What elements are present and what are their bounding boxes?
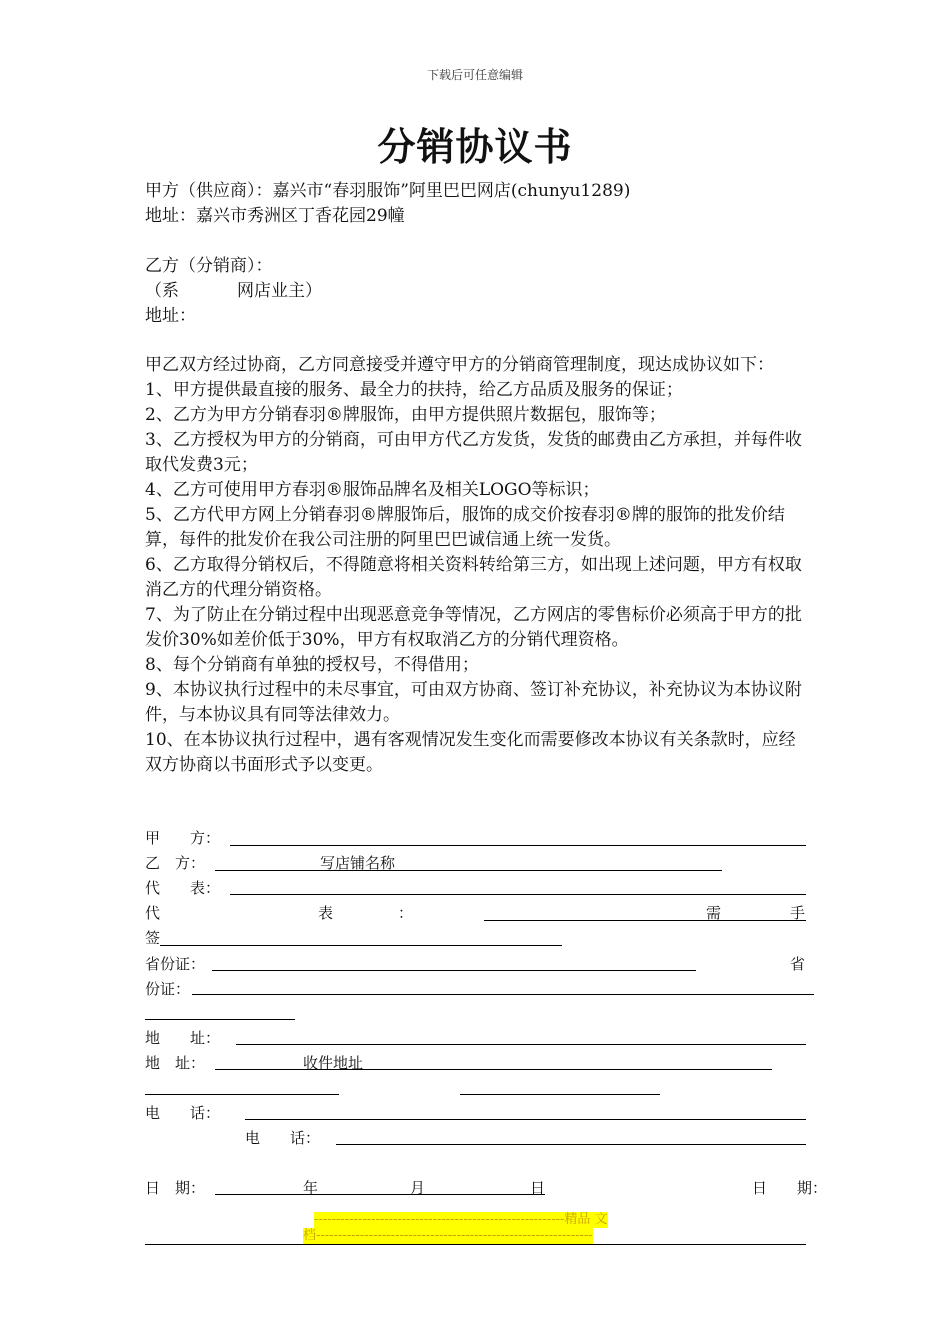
date-day: 日: [530, 1179, 546, 1197]
sig-phone2-line[interactable]: [336, 1144, 806, 1145]
sig-id2-label-a: 省: [790, 955, 806, 973]
sig-id-line[interactable]: [212, 970, 696, 971]
sig-date-label: 日 期：: [145, 1179, 206, 1197]
sig-id2-label-b: 份证：: [145, 980, 191, 998]
sig-rep2-label-a: 代: [145, 904, 161, 922]
clause-intro: 甲乙双方经过协商，乙方同意接受并遵守甲方的分销商管理制度，现达成协议如下：: [145, 355, 774, 375]
clause-item: 10、在本协议执行过程中，遇有客观情况发生变化而需要修改本协议有关条款时，应经双方协商以书面形式予以变更。: [145, 730, 796, 775]
clause-item: 5、乙方代甲方网上分销春羽®牌服饰后，服饰的成交价按春羽®牌的服饰的批发价结算，每件的批发价在我公司注册的阿里巴巴诚信通上统一发货。: [145, 505, 785, 550]
clause-item: 7、为了防止在分销过程中出现恶意竞争等情况，乙方网店的零售标价必须高于甲方的批发价30%如差价低于30%，甲方有权取消乙方的分销代理资格。: [145, 605, 802, 650]
sig-party-a-line[interactable]: [230, 845, 806, 846]
sig-rep2-colon: ：: [398, 904, 414, 922]
footer-rule: [145, 1244, 806, 1245]
sig-addr2-line[interactable]: [215, 1069, 772, 1070]
document-title: 分销协议书: [377, 124, 573, 169]
clause-list: [145, 353, 810, 778]
sig-party-b-line[interactable]: [215, 870, 722, 871]
sig-party-b-label: 乙 方：: [145, 854, 206, 872]
sig-rep2-label-b: 表: [318, 904, 334, 922]
sig-addr-line[interactable]: [236, 1044, 806, 1045]
handsign-hint-b: 手: [790, 904, 806, 922]
party-b-address: 地址：: [145, 306, 196, 326]
handsign-hint-c: 签: [145, 929, 161, 947]
sig-id2-line-cont[interactable]: [145, 1019, 295, 1020]
date-month: 月: [410, 1179, 426, 1197]
clause-item: 9、本协议执行过程中的未尽事宜，可由双方协商、签订补充协议，补充协议为本协议附件，与本协议具有同等法律效力。: [145, 680, 802, 725]
sig-id2-line[interactable]: [192, 994, 814, 995]
clause-item: 2、乙方为甲方分销春羽®牌服饰，由甲方提供照片数据包，服饰等；: [145, 405, 666, 425]
sig-rep-label: 代 表：: [145, 879, 221, 897]
clause-item: 8、每个分销商有单独的授权号，不得借用；: [145, 655, 479, 675]
sig-date2-label: 日 期：: [752, 1179, 828, 1197]
sig-phone-line[interactable]: [245, 1119, 806, 1120]
date-year: 年: [303, 1179, 319, 1197]
clause-item: 3、乙方授权为甲方的分销商，可由甲方代乙方发货，发货的邮费由乙方承担，并每件收取代发费3元；: [145, 430, 802, 475]
party-b-shop-suffix: 网店业主）: [237, 281, 322, 301]
sig-handsign-line-2[interactable]: [160, 945, 562, 946]
party-b-shop-owner: [145, 279, 322, 303]
shop-name-hint: 写店铺名称: [320, 854, 396, 872]
sig-phone2-label: 电 话：: [245, 1129, 321, 1147]
sig-addr2-line-cont-2[interactable]: [460, 1094, 660, 1095]
header-note: 下载后可任意编辑: [426, 68, 523, 82]
footer-line-1: ---------------------------------------------------------精品 文: [314, 1212, 608, 1227]
sig-date-line[interactable]: [215, 1194, 545, 1195]
party-a-name: 甲方（供应商）：嘉兴市“春羽服饰”阿里巴巴网店(chunyu1289): [145, 181, 631, 201]
party-a-address: 地址：嘉兴市秀洲区丁香花园29幢: [145, 206, 405, 226]
party-b-label: 乙方（分销商）：: [145, 256, 273, 276]
addr-hint: 收件地址: [303, 1054, 364, 1072]
sig-addr2-line-cont[interactable]: [145, 1094, 339, 1095]
sig-handsign-line[interactable]: [484, 920, 806, 921]
handsign-hint-a: 需: [706, 904, 722, 922]
clause-item: 4、乙方可使用甲方春羽®服饰品牌名及相关LOGO等标识；: [145, 480, 600, 500]
footer-line-2: 档---------------------------------------------------------------: [303, 1228, 593, 1243]
sig-party-a-label: 甲 方：: [145, 829, 221, 847]
sig-addr-label: 地 址：: [145, 1029, 221, 1047]
clause-item: 1、甲方提供最直接的服务、最全力的扶持，给乙方品质及服务的保证；: [145, 380, 683, 400]
sig-id-label: 省份证：: [145, 955, 206, 973]
sig-phone-label: 电 话：: [145, 1104, 221, 1122]
clause-item: 6、乙方取得分销权后，不得随意将相关资料转给第三方，如出现上述问题，甲方有权取消乙方的代理分销资格。: [145, 555, 802, 600]
party-b-shop-prefix: （系: [145, 281, 179, 301]
sig-addr2-label: 地 址：: [145, 1054, 206, 1072]
sig-rep-line[interactable]: [230, 894, 806, 895]
